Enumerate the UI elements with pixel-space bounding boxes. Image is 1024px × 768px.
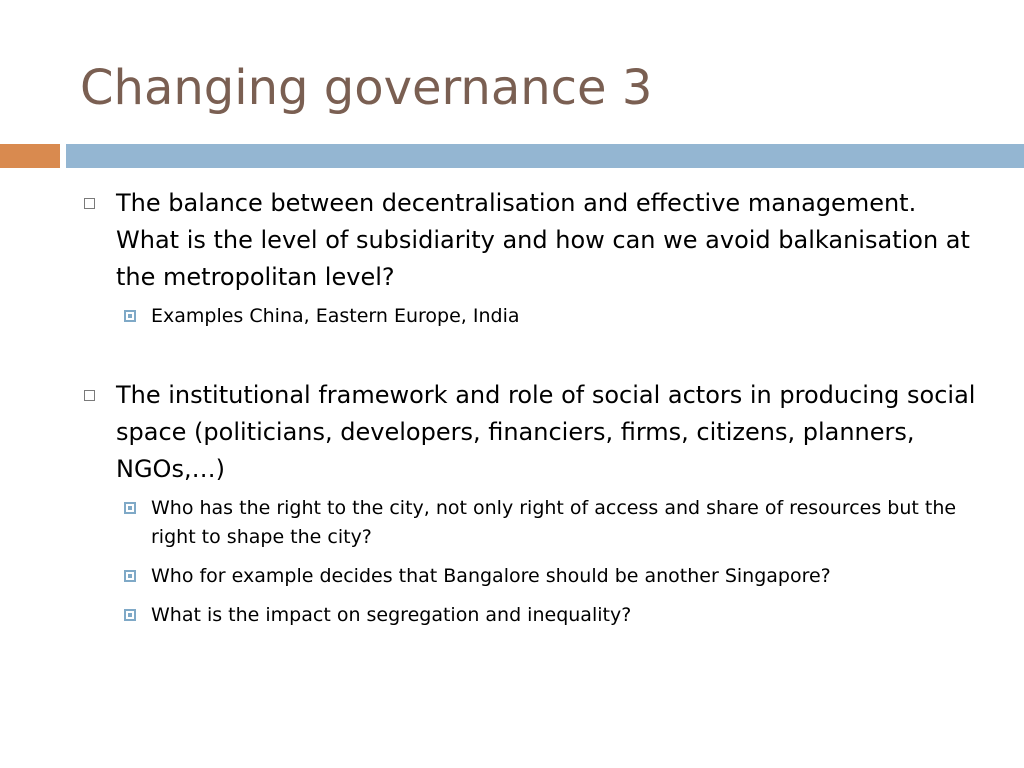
sub-bullet-text: What is the impact on segregation and inequality? <box>151 604 632 626</box>
bullet-text: The balance between decentralisation and effective management. What is the level of subsidiarity and how can we avoid balkanisation at the metropolitan level? <box>116 189 970 291</box>
sub-bullet-item <box>82 494 982 552</box>
title-rule-bar <box>66 144 1024 168</box>
square-bullet-icon <box>124 609 136 621</box>
slide-content <box>82 185 982 640</box>
hollow-square-bullet-icon <box>84 198 95 209</box>
square-bullet-icon <box>124 502 136 514</box>
spacer <box>82 341 982 377</box>
bullet-item <box>82 185 982 296</box>
sub-bullet-text: Who has the right to the city, not only right of access and share of resources but the right to shape the city? <box>151 497 957 548</box>
sub-bullet-item <box>82 302 982 331</box>
square-bullet-icon <box>124 310 136 322</box>
sub-bullet-text: Who for example decides that Bangalore should be another Singapore? <box>151 565 831 587</box>
sub-bullet-list <box>82 494 982 630</box>
bullet-item <box>82 377 982 488</box>
square-bullet-icon <box>124 570 136 582</box>
bullet-text: The institutional framework and role of social actors in producing social space (politicians, developers, financiers, firms, citizens, planners, NGOs,…) <box>116 381 976 483</box>
title-rule-accent <box>0 144 60 168</box>
sub-bullet-item <box>82 601 982 630</box>
hollow-square-bullet-icon <box>84 390 95 401</box>
sub-bullet-list <box>82 302 982 331</box>
slide-title: Changing governance 3 <box>80 60 653 116</box>
sub-bullet-text: Examples China, Eastern Europe, India <box>151 305 520 327</box>
sub-bullet-item <box>82 562 982 591</box>
